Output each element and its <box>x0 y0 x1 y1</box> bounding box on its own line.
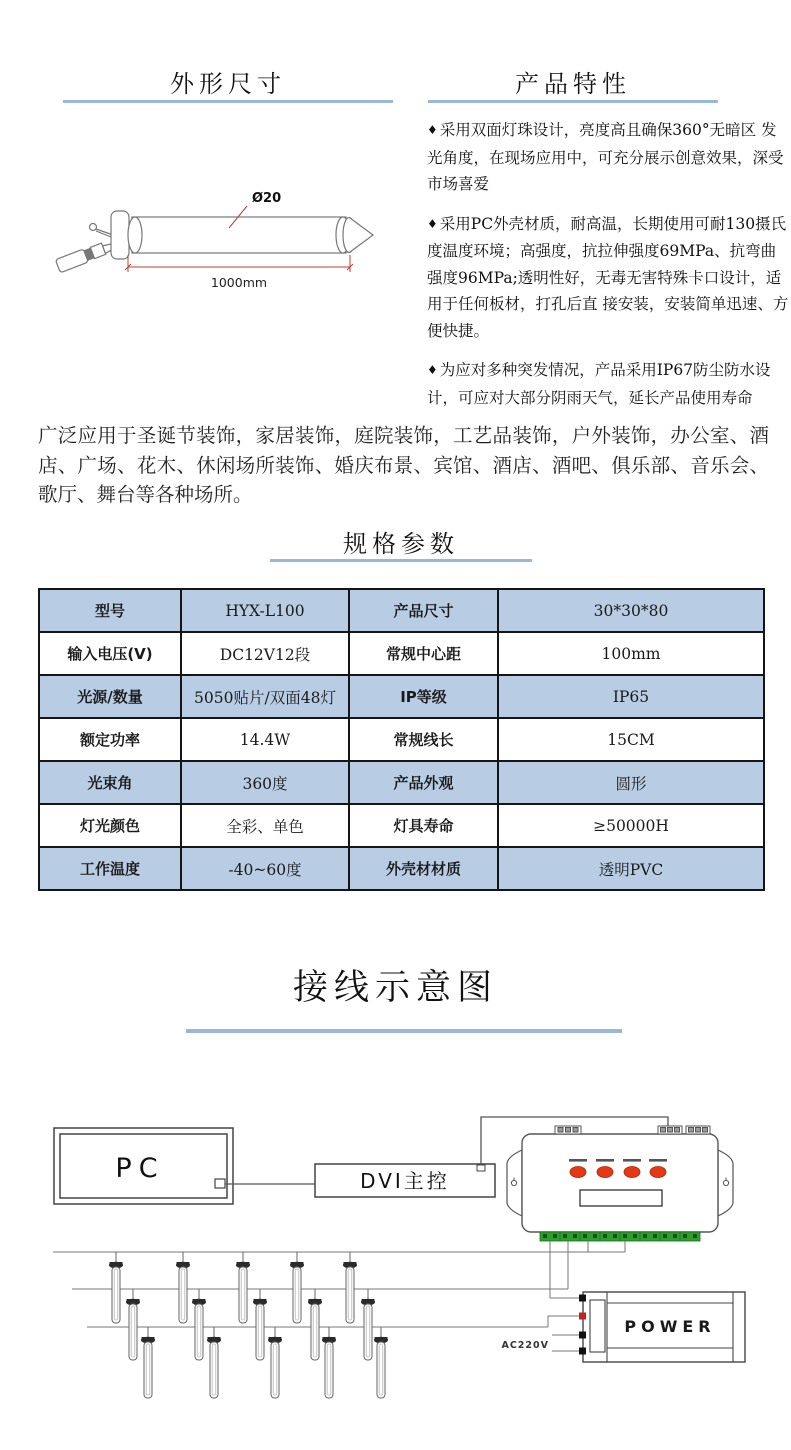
spec-value: 全彩、单色 <box>181 804 349 847</box>
display-window <box>580 1190 662 1206</box>
spec-value: 15CM <box>498 718 764 761</box>
ac-input-wires <box>552 1335 579 1351</box>
spec-label: 灯具寿命 <box>349 804 498 847</box>
applications-paragraph: 广泛应用于圣诞节装饰，家居装饰，庭院装饰，工艺品装饰，户外装饰，办公室、酒店、广场、花木、休闲场所装饰、婚庆布景、宾馆、酒店、酒吧、俱乐部、音乐会、歌厅、舞台等各种场所。 <box>38 424 769 506</box>
table-row <box>39 718 764 761</box>
power-terminal-block <box>590 1300 605 1352</box>
spec-value: 圆形 <box>498 761 764 804</box>
tube-body <box>128 217 373 253</box>
feature-text: 采用PC外壳材质，耐高温，长期使用可耐130摄氏 度温度环境；高强度，抗拉伸强度69MPa、抗弯曲强度96MPa;透明性好，无毒无害特殊卡口设计，适用于任何板材，打孔后直 接安装，安装简单迅速、方便快捷。 <box>427 214 789 340</box>
cone-tip <box>350 218 373 252</box>
table-row <box>39 675 764 718</box>
spec-value: 5050贴片/双面48灯 <box>181 675 349 718</box>
spec-label: 产品尺寸 <box>349 589 498 632</box>
table-row <box>39 804 764 847</box>
spec-value: 100mm <box>498 632 764 675</box>
ac-label: AC220V <box>501 1340 549 1351</box>
table-row <box>39 632 764 675</box>
spec-value: -40~60度 <box>181 847 349 890</box>
plug-connector <box>55 224 118 273</box>
spec-label: 输入电压(V) <box>39 632 181 675</box>
spec-label: 常规中心距 <box>349 632 498 675</box>
bus-wires <box>53 1241 625 1327</box>
spec-value: 30*30*80 <box>498 589 764 632</box>
bullet-diamond-icon: ♦ <box>427 363 438 377</box>
controller-body <box>522 1134 718 1232</box>
feature-item <box>427 357 789 411</box>
red-button <box>597 1167 613 1178</box>
dimensions-title-underline <box>63 100 393 103</box>
tube-end-cap <box>111 211 129 259</box>
feature-list <box>427 117 789 424</box>
spec-label: 外壳材材质 <box>349 847 498 890</box>
top-connectors <box>555 1126 710 1134</box>
terminal-strip <box>540 1232 700 1241</box>
spec-label: 产品外观 <box>349 761 498 804</box>
spec-label: 光源/数量 <box>39 675 181 718</box>
wiring-title-underline <box>186 1029 622 1033</box>
red-button <box>650 1167 666 1178</box>
dimension-drawing <box>40 175 400 295</box>
power-label: POWER <box>624 1317 716 1336</box>
feature-item <box>427 211 789 345</box>
table-row <box>39 761 764 804</box>
dvi-label: DVI主控 <box>360 1169 450 1193</box>
spec-label: 光束角 <box>39 761 181 804</box>
feature-text: 采用双面灯珠设计，亮度高且确保360°无暗区 发光角度，在现场应用中，可充分展示创意效果，深受市场喜爱 <box>427 121 784 193</box>
spec-label: 常规线长 <box>349 718 498 761</box>
pin-ball <box>90 224 97 231</box>
dimensions-section-title: 外形尺寸 <box>170 70 286 98</box>
specs-title-underline <box>270 559 532 562</box>
spec-value: IP65 <box>498 675 764 718</box>
bullet-diamond-icon: ♦ <box>427 216 438 231</box>
red-button <box>570 1167 586 1178</box>
spec-value: 14.4W <box>181 718 349 761</box>
spec-label: 灯光颜色 <box>39 804 181 847</box>
spec-value: 360度 <box>181 761 349 804</box>
led-controller <box>507 1126 733 1241</box>
mount-tab-right <box>718 1150 733 1216</box>
red-button <box>624 1167 640 1178</box>
dvi-port <box>477 1165 485 1171</box>
spec-value: DC12V12段 <box>181 632 349 675</box>
spec-value: 透明PVC <box>498 847 764 890</box>
spec-value: ≥50000H <box>498 804 764 847</box>
length-label: 1000mm <box>210 275 268 290</box>
specs-section-title: 规格参数 <box>343 530 459 558</box>
bullet-diamond-icon: ♦ <box>427 123 438 137</box>
spec-label: 额定功率 <box>39 718 181 761</box>
diameter-label: Ø20 <box>252 191 282 206</box>
table-row <box>39 847 764 890</box>
wiring-section-title: 接线示意图 <box>292 968 498 1008</box>
spec-label: 型号 <box>39 589 181 632</box>
spec-label: IP等级 <box>349 675 498 718</box>
spec-value: HYX-L100 <box>181 589 349 632</box>
table-row <box>39 589 764 632</box>
length-dimension <box>125 255 353 272</box>
light-string-row-2 <box>127 1289 375 1360</box>
pc-label: PC <box>115 1153 165 1184</box>
red-terminal <box>579 1313 586 1320</box>
wiring-diagram <box>0 1080 791 1450</box>
spec-label: 工作温度 <box>39 847 181 890</box>
feature-item <box>427 117 789 198</box>
mount-tab-left <box>507 1150 522 1216</box>
features-title-underline <box>428 100 718 103</box>
specs-table <box>38 588 765 891</box>
feature-text: 为应对多种突发情况，产品采用IP67防尘防水设计，可应对大部分阴雨天气，延长产品使用寿命 <box>427 361 771 407</box>
features-section-title: 产品特性 <box>515 70 631 98</box>
pc-port <box>215 1179 225 1188</box>
